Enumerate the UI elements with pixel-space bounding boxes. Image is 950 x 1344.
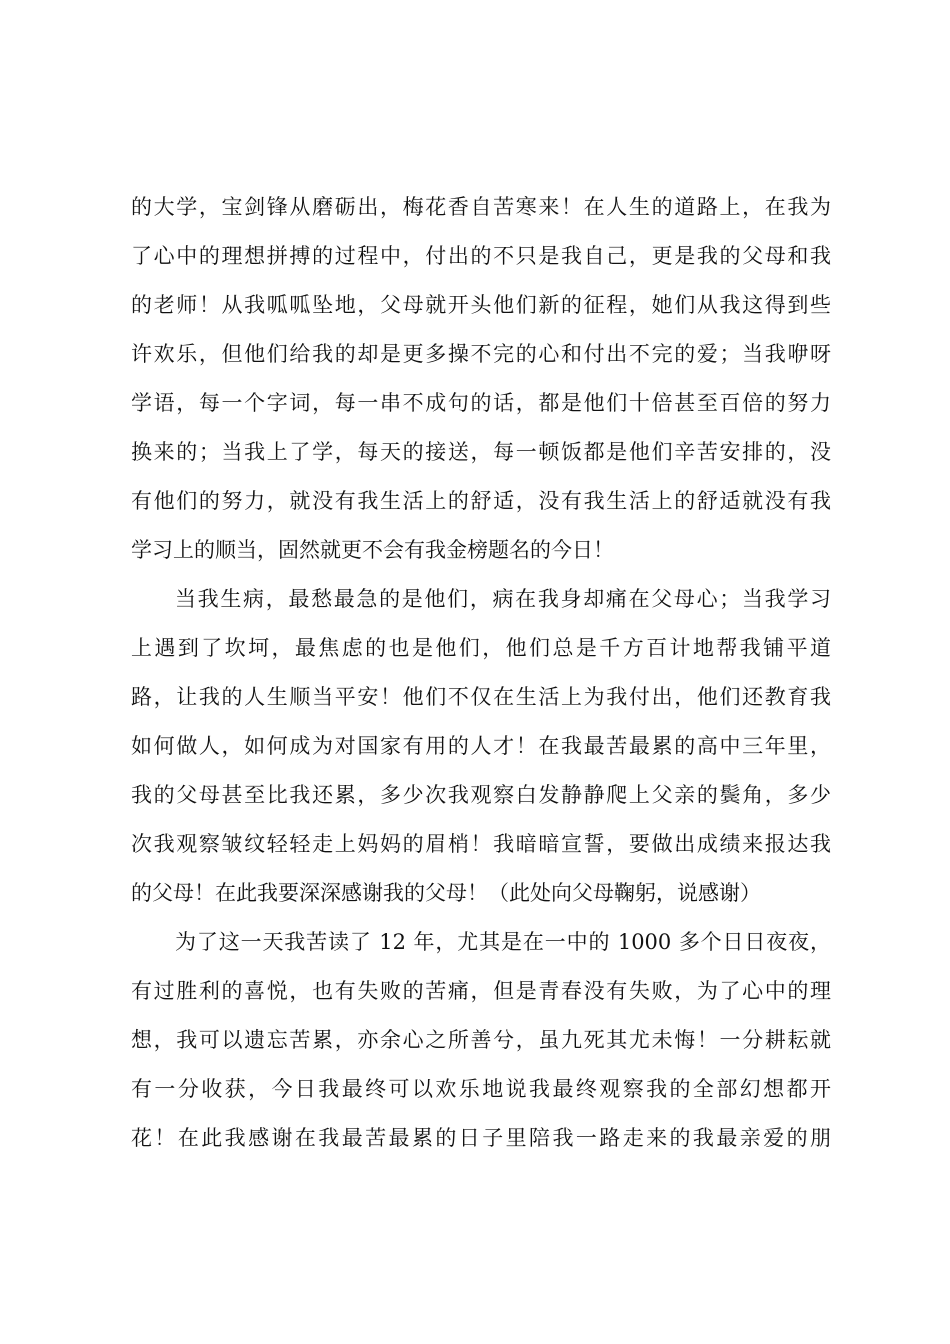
- text-line: 我的父母甚至比我还累，多少次我观察白发静静爬上父亲的鬓角，多少: [131, 783, 831, 807]
- text-line: 换来的；当我上了学，每天的接送，每一顿饭都是他们辛苦安排的，没: [131, 440, 831, 464]
- text-line: 次我观察皱纹轻轻走上妈妈的眉梢！我暗暗宣誓，要做出成绩来报达我: [131, 832, 831, 856]
- text-line: 想，我可以遗忘苦累，亦余心之所善兮，虽九死其尤未悔！一分耕耘就: [131, 1028, 831, 1052]
- text-line: 了心中的理想拼搏的过程中，付出的不只是我自己，更是我的父母和我: [131, 244, 831, 268]
- text-line: 有他们的努力，就没有我生活上的舒适，没有我生活上的舒适就没有我: [131, 489, 831, 513]
- text-line: 上遇到了坎坷，最焦虑的也是他们，他们总是千方百计地帮我铺平道: [131, 636, 831, 660]
- text-line: 的大学，宝剑锋从磨砺出，梅花香自苦寒来！在人生的道路上，在我为: [131, 195, 831, 219]
- text-line: 路，让我的人生顺当平安！他们不仅在生活上为我付出，他们还教育我: [131, 685, 831, 709]
- text-line: 的老师！从我呱呱坠地，父母就开头他们新的征程，她们从我这得到些: [131, 293, 831, 317]
- text-line: 为了这一天我苦读了 12 年，尤其是在一中的 1000 多个日日夜夜，: [175, 930, 831, 954]
- text-line: 有过胜利的喜悦，也有失败的苦痛，但是青春没有失败，为了心中的理: [131, 979, 831, 1003]
- text-line: 学语，每一个字词，每一串不成句的话，都是他们十倍甚至百倍的努力: [131, 391, 831, 415]
- text-line: 当我生病，最愁最急的是他们，病在我身却痛在父母心；当我学习: [175, 587, 831, 611]
- text-line: 如何做人，如何成为对国家有用的人才！在我最苦最累的高中三年里，: [131, 734, 831, 758]
- text-line: 许欢乐，但他们给我的却是更多操不完的心和付出不完的爱；当我咿呀: [131, 342, 831, 366]
- text-line: 有一分收获，今日我最终可以欢乐地说我最终观察我的全部幻想都开: [131, 1077, 831, 1101]
- text-line: 学习上的顺当，固然就更不会有我金榜题名的今日！: [131, 538, 614, 562]
- text-line: 花！在此我感谢在我最苦最累的日子里陪我一路走来的我最亲爱的朋: [131, 1126, 831, 1150]
- text-line: 的父母！在此我要深深感谢我的父母！（此处向父母鞠躬，说感谢）: [131, 881, 761, 905]
